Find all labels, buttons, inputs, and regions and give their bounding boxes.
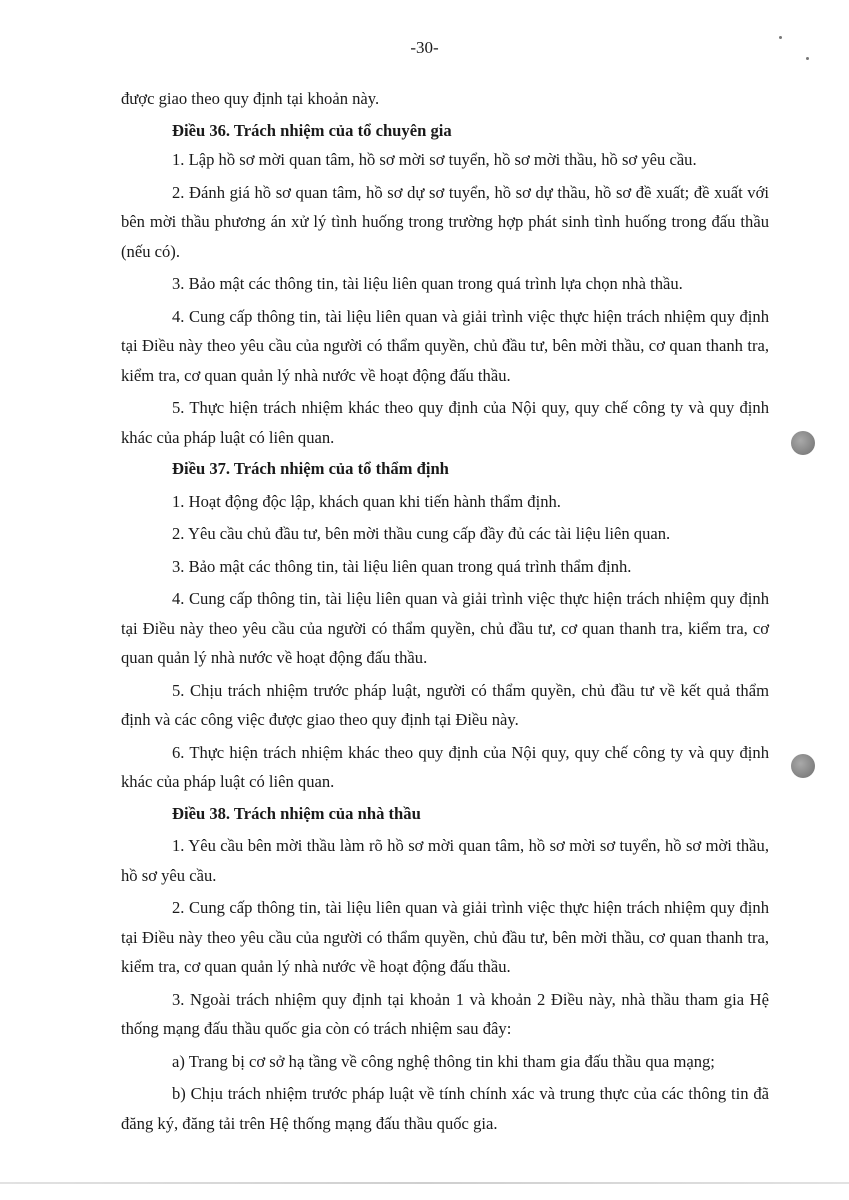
scan-speck — [779, 36, 782, 39]
paragraph: 3. Ngoài trách nhiệm quy định tại khoản 1 và khoản 2 Điều này, nhà thầu tham gia Hệ thống mạng đấu thầu quốc gia còn có trách nhiệm sau đây: — [121, 989, 769, 1038]
paragraph: 4. Cung cấp thông tin, tài liệu liên quan và giải trình việc thực hiện trách nhiệm quy định tại Điều này theo yêu cầu của người có thẩm quyền, chủ đầu tư, cơ quan thanh tra, kiểm tra, cơ quan quản lý nhà nước về hoạt động đấu thầu. — [121, 589, 769, 667]
paragraph: được giao theo quy định tại khoản này. — [121, 89, 380, 108]
paragraph: 4. Cung cấp thông tin, tài liệu liên quan và giải trình việc thực hiện trách nhiệm quy định tại Điều này theo yêu cầu của người có thẩm quyền, chủ đầu tư, bên mời thầu, cơ quan thanh tra, kiểm tra, cơ quan quản lý nhà nước về hoạt động đấu thầu. — [121, 306, 769, 385]
paragraph: 2. Đánh giá hồ sơ quan tâm, hồ sơ dự sơ tuyển, hồ sơ dự thầu, hồ sơ đề xuất; đề xuất với bên mời thầu phương án xử lý tình huống trong trường hợp phát sinh tình huống trong đấu thầu (nếu có). — [121, 182, 769, 261]
paragraph: a) Trang bị cơ sở hạ tầng về công nghệ thông tin khi tham gia đấu thầu qua mạng; — [172, 1051, 715, 1071]
scan-edge-line — [0, 1182, 849, 1184]
paragraph: 5. Thực hiện trách nhiệm khác theo quy định của Nội quy, quy chế công ty và quy định khác của pháp luật có liên quan. — [121, 398, 769, 447]
paragraph: 1. Yêu cầu bên mời thầu làm rõ hồ sơ mời quan tâm, hồ sơ mời sơ tuyển, hồ sơ mời thầu, hồ sơ yêu cầu. — [121, 836, 769, 885]
article-heading: Điều 36. Trách nhiệm của tổ chuyên gia — [172, 120, 452, 140]
punch-hole-icon — [791, 754, 815, 778]
scan-speck — [806, 57, 809, 60]
paragraph: 6. Thực hiện trách nhiệm khác theo quy định của Nội quy, quy chế công ty và quy định khác của pháp luật có liên quan. — [121, 742, 769, 791]
paragraph: 2. Cung cấp thông tin, tài liệu liên quan và giải trình việc thực hiện trách nhiệm quy định tại Điều này theo yêu cầu của người có thẩm quyền, chủ đầu tư, bên mời thầu, cơ quan thanh tra, kiểm tra, cơ quan quản lý nhà nước về hoạt động đấu thầu. — [121, 898, 769, 976]
paragraph: 3. Bảo mật các thông tin, tài liệu liên quan trong quá trình lựa chọn nhà thầu. — [172, 274, 683, 293]
article-heading: Điều 37. Trách nhiệm của tổ thẩm định — [172, 459, 449, 478]
article-heading: Điều 38. Trách nhiệm của nhà thầu — [172, 803, 421, 823]
paragraph: 3. Bảo mật các thông tin, tài liệu liên quan trong quá trình thẩm định. — [172, 556, 632, 576]
document-body — [121, 84, 769, 1138]
paragraph: 1. Hoạt động độc lập, khách quan khi tiến hành thẩm định. — [172, 491, 561, 511]
paragraph: 5. Chịu trách nhiệm trước pháp luật, người có thẩm quyền, chủ đầu tư về kết quả thẩm định và các công việc được giao theo quy định tại Điều này. — [121, 680, 769, 729]
paragraph: b) Chịu trách nhiệm trước pháp luật về tính chính xác và trung thực của các thông tin đã đăng ký, đăng tải trên Hệ thống mạng đấu thầu quốc gia. — [121, 1084, 769, 1133]
paragraph: 2. Yêu cầu chủ đầu tư, bên mời thầu cung cấp đầy đủ các tài liệu liên quan. — [172, 524, 671, 543]
punch-hole-icon — [791, 431, 815, 455]
paragraph: 1. Lập hồ sơ mời quan tâm, hồ sơ mời sơ tuyển, hồ sơ mời thầu, hồ sơ yêu cầu. — [172, 150, 697, 169]
page-number: -30- — [410, 38, 439, 57]
